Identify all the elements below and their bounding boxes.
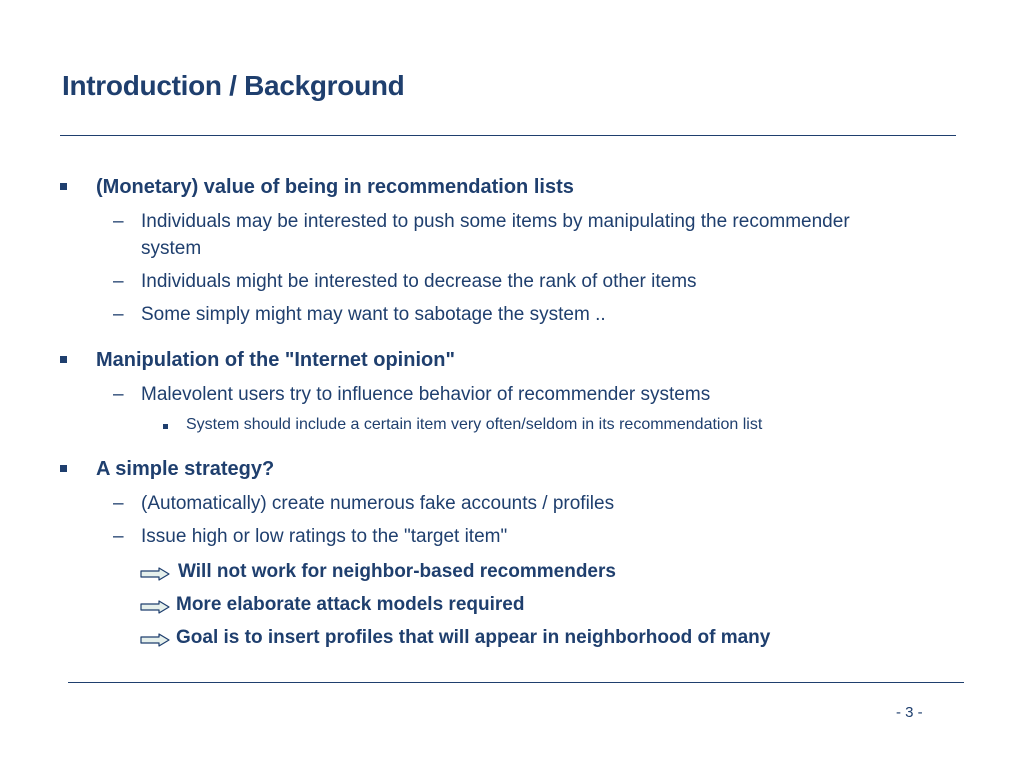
square-bullet-icon — [60, 465, 67, 472]
bullet-heading: A simple strategy? — [96, 458, 275, 480]
right-arrow-icon — [140, 633, 170, 647]
arrow-conclusion: Goal is to insert profiles that will appear in neighborhood of many — [176, 627, 771, 648]
arrow-conclusion: Will not work for neighbor-based recommenders — [178, 561, 616, 582]
sub-bullet: Malevolent users try to influence behavior of recommender systems — [141, 384, 711, 405]
sub-bullet: Issue high or low ratings to the "target item" — [141, 526, 508, 547]
dash-icon: – — [113, 211, 124, 232]
sub-sub-bullet: System should include a certain item very often/seldom in its recommendation list — [186, 416, 763, 433]
bullet-heading: (Monetary) value of being in recommendation lists — [96, 176, 574, 198]
dash-icon: – — [113, 271, 124, 292]
page-number: - 3 - — [896, 704, 923, 721]
sub-bullet: Individuals may be interested to push some items by manipulating the recommender — [141, 211, 850, 232]
title-divider — [60, 135, 956, 136]
sub-bullet: Some simply might may want to sabotage the system .. — [141, 304, 606, 325]
square-bullet-icon — [60, 183, 67, 190]
dash-icon: – — [113, 384, 124, 405]
footer-divider — [68, 682, 964, 683]
sub-bullet-continuation: system — [141, 238, 202, 259]
right-arrow-icon — [140, 600, 170, 614]
arrow-conclusion: More elaborate attack models required — [176, 594, 525, 615]
square-bullet-icon — [163, 424, 168, 429]
dash-icon: – — [113, 493, 124, 514]
dash-icon: – — [113, 304, 124, 325]
right-arrow-icon — [140, 567, 170, 581]
slide-title: Introduction / Background — [62, 70, 405, 101]
bullet-heading: Manipulation of the "Internet opinion" — [96, 349, 455, 371]
dash-icon: – — [113, 526, 124, 547]
sub-bullet: Individuals might be interested to decrease the rank of other items — [141, 271, 697, 292]
sub-bullet: (Automatically) create numerous fake accounts / profiles — [141, 493, 615, 514]
square-bullet-icon — [60, 356, 67, 363]
